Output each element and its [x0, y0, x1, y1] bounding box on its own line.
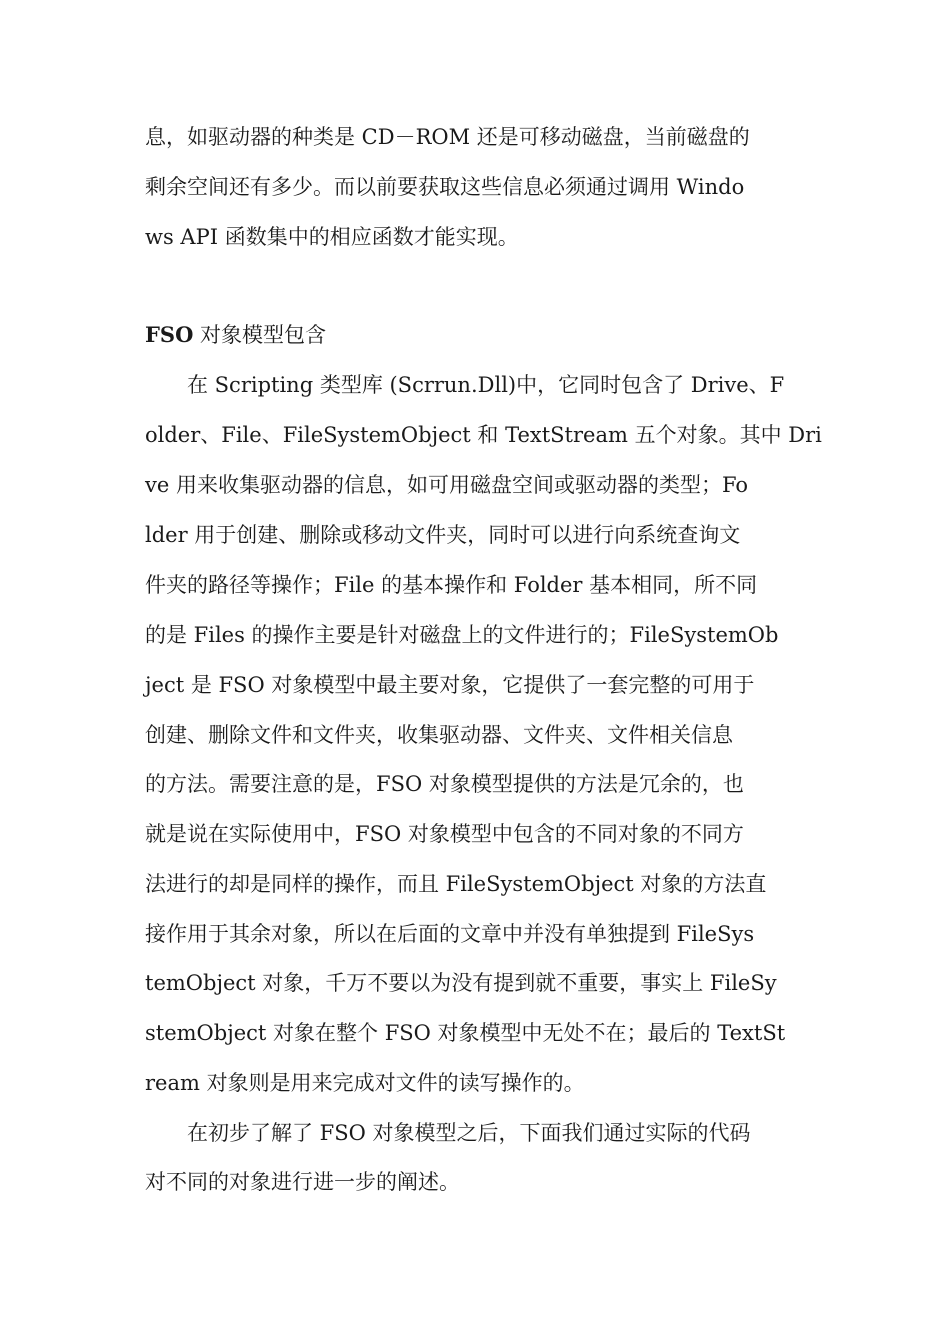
paragraph-2-line-9: 的方法。需要注意的是，FSO 对象模型提供的方法是冗余的，也 — [145, 772, 744, 796]
paragraph-2-line-3: ve 用来收集驱动器的信息，如可用磁盘空间或驱动器的类型；Fo — [145, 473, 749, 497]
paragraph-3-line-1: 在初步了解了 FSO 对象模型之后，下面我们通过实际的代码 — [145, 1121, 751, 1145]
heading-text: 对象模型包含 — [193, 323, 327, 347]
paragraph-2-line-11: 法进行的却是同样的操作，而且 FileSystemObject 对象的方法直 — [145, 872, 767, 896]
paragraph-2-line-14: stemObject 对象在整个 FSO 对象模型中无处不在；最后的 TextSt — [145, 1021, 786, 1045]
paragraph-2-line-4: lder 用于创建、删除或移动文件夹，同时可以进行向系统查询文 — [145, 523, 741, 547]
heading-bold-text: FSO — [145, 322, 194, 347]
paragraph-2-line-8: 创建、删除文件和文件夹，收集驱动器、文件夹、文件相关信息 — [145, 723, 733, 747]
paragraph-2-line-2: older、File、FileSystemObject 和 TextStream 五个对象。其中 Dri — [145, 423, 822, 447]
paragraph-2-line-13: temObject 对象，千万不要以为没有提到就不重要，事实上 FileSy — [145, 971, 777, 995]
paragraph-2-line-12: 接作用于其余对象，所以在后面的文章中并没有单独提到 FileSys — [145, 922, 755, 946]
paragraph-2-line-6: 的是 Files 的操作主要是针对磁盘上的文件进行的；FileSystemOb — [145, 623, 779, 647]
paragraph-2-line-10: 就是说在实际使用中，FSO 对象模型中包含的不同对象的不同方 — [145, 822, 744, 846]
paragraph-2-line-1: 在 Scripting 类型库 (Scrrun.Dll)中，它同时包含了 Drive、F — [145, 373, 785, 397]
paragraph-2-line-5: 件夹的路径等操作；File 的基本操作和 Folder 基本相同，所不同 — [145, 573, 758, 597]
paragraph-1-line-1: 息，如驱动器的种类是 CD－ROM 还是可移动磁盘，当前磁盘的 — [145, 125, 750, 149]
paragraph-2-line-7: ject 是 FSO 对象模型中最主要对象，它提供了一套完整的可用于 — [145, 673, 755, 697]
paragraph-1-line-2: 剩余空间还有多少。而以前要获取这些信息必须通过调用 Windo — [145, 175, 745, 199]
paragraph-3-line-2: 对不同的对象进行进一步的阐述。 — [145, 1170, 460, 1194]
section-heading — [145, 320, 807, 350]
paragraph-1-line-3: ws API 函数集中的相应函数才能实现。 — [145, 225, 519, 249]
paragraph-2-line-15: ream 对象则是用来完成对文件的读写操作的。 — [145, 1071, 585, 1095]
